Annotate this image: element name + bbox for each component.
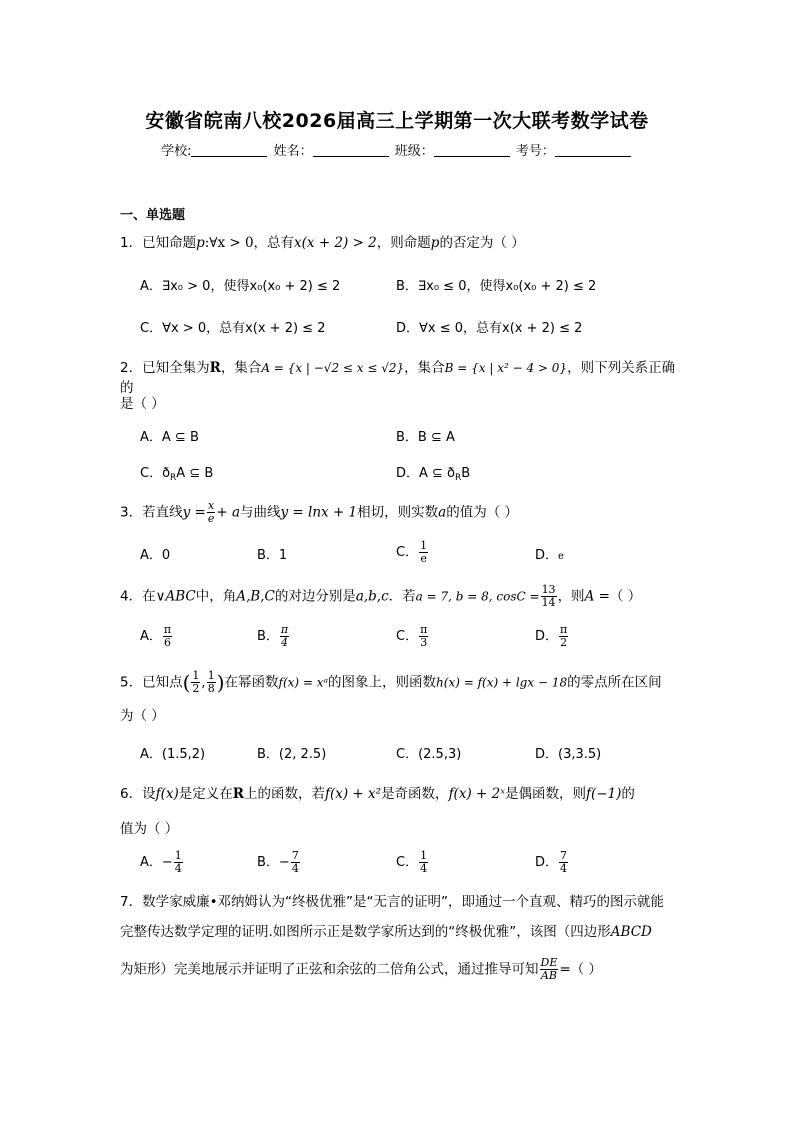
number-blank — [555, 144, 631, 157]
q6-option-a[interactable] — [140, 850, 184, 875]
q3-math: + a — [216, 504, 240, 521]
frac-num: 1 — [192, 669, 200, 682]
q7-math: ABCD — [610, 924, 652, 940]
q1-math: p — [196, 235, 205, 251]
question-5-stem — [120, 670, 680, 695]
question-2-stem-line2: 是（ ） — [120, 396, 165, 412]
q4-option-d[interactable] — [535, 624, 569, 649]
name-label: 姓名： — [273, 144, 313, 159]
q2-text: 2．已知全集为 — [120, 360, 210, 376]
question-6-stem-line2: 值为（ ） — [120, 821, 179, 837]
q5-math: f(x) = xᵃ — [278, 675, 329, 690]
q2-math: A = {x | −√2 ≤ x ≤ √2} — [261, 361, 405, 375]
q1-math: x(x + 2) > 2 — [294, 235, 377, 251]
question-5-stem-line2: 为（ ） — [120, 708, 165, 724]
q3-option-a[interactable]: A．0 — [140, 548, 171, 563]
frac-num: π — [420, 623, 428, 636]
q2-option-d-sub: R — [455, 473, 462, 483]
option-frac — [174, 850, 183, 875]
option-label: B．− — [257, 855, 290, 870]
q1-option-c[interactable]: C．∀x > 0，总有x(x + 2) ≤ 2 — [140, 321, 326, 336]
q2-option-c-sub: R — [170, 473, 177, 483]
q2-option-c[interactable] — [140, 462, 213, 483]
q1-math: :∀x > 0，总有 — [204, 235, 295, 251]
section-title: 一、单选题 — [120, 208, 186, 223]
q6-math: f(x) + x² — [324, 786, 382, 802]
option-label: D． — [535, 855, 559, 870]
q3-math: a — [438, 504, 447, 521]
frac-den: 4 — [174, 862, 182, 875]
q4-option-b[interactable] — [257, 624, 290, 649]
q6-option-d[interactable] — [535, 850, 569, 875]
q3-fraction — [207, 500, 216, 525]
frac-den: e — [420, 552, 427, 565]
q7-fraction — [540, 957, 559, 982]
class-label: 班级： — [394, 144, 434, 159]
q6-option-c[interactable] — [396, 850, 429, 875]
number-label: 考号： — [515, 144, 555, 159]
student-info-line — [0, 140, 794, 159]
q1-text: 的否定为（ ） — [439, 235, 525, 251]
q3-frac-den: e — [207, 512, 215, 525]
q4-option-c[interactable] — [396, 624, 429, 649]
q1-option-d[interactable]: D．∀x ≤ 0，总有x(x + 2) ≤ 2 — [396, 321, 583, 336]
q3-frac-num: x — [207, 499, 215, 512]
q3-option-c-frac — [419, 540, 428, 565]
q2-text: ，则下列关系正确的 — [120, 360, 676, 396]
q2-option-b[interactable]: B．B ⊆ A — [396, 430, 455, 445]
q5-option-a[interactable]: A．(1.5,2) — [140, 747, 206, 762]
frac-num: 7 — [560, 849, 568, 862]
q4-text: ，则 — [557, 588, 585, 605]
q7-text: 为矩形）完美地展示并证明了正弦和余弦的二倍角公式，通过推导可知 — [120, 961, 539, 978]
question-3-stem — [120, 500, 680, 525]
q3-option-b[interactable]: B．1 — [257, 548, 288, 563]
option-frac — [559, 624, 568, 649]
frac-den: 4 — [291, 862, 299, 875]
q5-point-x — [191, 670, 200, 695]
option-label: D． — [535, 629, 559, 644]
question-2-stem — [120, 358, 680, 398]
q5-option-d[interactable]: D．(3,3.5) — [535, 747, 602, 762]
q6-math: f(x) + 2ˣ — [448, 786, 505, 802]
frac-den: 4 — [281, 636, 289, 649]
q5-text: 在幂函数 — [224, 674, 279, 691]
q3-option-d[interactable] — [535, 544, 564, 563]
school-label: 学校: — [161, 144, 192, 159]
q4-math: ABC — [165, 588, 196, 605]
q6-math: f(−1) — [585, 786, 622, 802]
frac-num: π — [560, 623, 568, 636]
frac-num: 1 — [174, 849, 182, 862]
question-7-stem-line2 — [120, 922, 680, 942]
frac-den: 6 — [164, 636, 172, 649]
q3-text: 的值为（ ） — [446, 504, 518, 521]
frac-den: 8 — [207, 682, 215, 695]
frac-den: 14 — [541, 596, 556, 609]
q4-math: a = 7, b = 8, cosC = — [415, 589, 540, 604]
q4-math: A,B,C — [236, 588, 275, 605]
q3-text: 相切，则实数 — [357, 504, 439, 521]
frac-num: DE — [540, 956, 558, 969]
q2-math: R — [209, 360, 221, 376]
q2-text: ，集合 — [404, 360, 445, 376]
q4-text: ．若 — [388, 588, 416, 605]
name-blank — [313, 144, 389, 157]
q3-option-d-label: D． — [535, 548, 559, 563]
q6-math: R — [232, 786, 244, 802]
q6-math: f(x) — [155, 786, 179, 802]
option-label: C． — [396, 629, 419, 644]
q4-text: （ ） — [609, 588, 642, 605]
q6-text: 的 — [621, 786, 635, 802]
q2-option-d-text: D．A ⊆ ð — [396, 466, 456, 481]
q5-paren-close: ) — [216, 670, 225, 695]
q2-option-d[interactable] — [396, 462, 470, 483]
q4-fraction — [541, 584, 557, 609]
question-1-stem — [120, 233, 680, 253]
frac-den: 4 — [420, 862, 428, 875]
option-frac — [280, 624, 289, 649]
q1-text: 1．已知命题 — [120, 235, 197, 251]
q2-text: ，集合 — [220, 360, 262, 376]
q4-text: 中，角 — [195, 588, 237, 605]
q5-option-b[interactable]: B．(2, 2.5) — [257, 747, 327, 762]
q3-option-c-label: C． — [396, 545, 419, 560]
q6-text: 6．设 — [120, 786, 156, 802]
q6-text: 上的函数，若 — [243, 786, 325, 802]
q4-math: a,b,c — [355, 588, 389, 605]
option-frac — [163, 624, 172, 649]
frac-num: 1 — [207, 669, 215, 682]
q7-text: =（ ） — [559, 961, 602, 978]
frac-num: 13 — [541, 583, 556, 596]
q6-text: 是定义在 — [178, 786, 233, 802]
q5-option-c[interactable]: C．(2.5,3) — [396, 747, 462, 762]
q6-text: 是偶函数，则 — [504, 786, 586, 802]
question-7-stem-line1: 7．数学家威廉•邓纳姆认为“终极优雅”是“无言的证明”，即通过一个直观、精巧的图示就能 — [120, 894, 665, 910]
q2-option-c-text: C．ð — [140, 466, 171, 481]
q3-math: y = lnx + 1 — [280, 504, 358, 521]
q3-option-d-val: e — [558, 551, 564, 562]
frac-num: 7 — [291, 849, 299, 862]
q3-option-c[interactable] — [396, 540, 429, 565]
frac-num: 1 — [420, 849, 428, 862]
q4-text: 的对边分别是 — [274, 588, 356, 605]
q1-math: p — [430, 235, 440, 251]
q5-text: 5．已知点 — [120, 674, 183, 691]
question-4-stem — [120, 584, 680, 609]
frac-num: π — [163, 623, 172, 636]
option-label: A．− — [140, 855, 173, 870]
q5-point-y — [207, 670, 216, 695]
option-frac — [419, 624, 428, 649]
q1-option-b[interactable]: B．∃x₀ ≤ 0，使得x₀(x₀ + 2) ≤ 2 — [396, 279, 597, 294]
q5-comma: , — [201, 674, 206, 691]
option-label: A． — [140, 629, 162, 644]
frac-den: AB — [540, 969, 557, 982]
exam-title: 安徽省皖南八校2026届高三上学期第一次大联考数学试卷 — [145, 110, 649, 132]
q2-option-a[interactable]: A．A ⊆ B — [140, 430, 199, 445]
option-frac — [291, 850, 300, 875]
school-blank — [191, 144, 267, 157]
frac-den: 4 — [560, 862, 568, 875]
q2-math: B = {x | x² − 4 > 0} — [444, 361, 568, 375]
option-frac — [419, 850, 428, 875]
frac-num: 1 — [420, 539, 428, 552]
q1-option-a[interactable]: A．∃x₀ > 0，使得x₀(x₀ + 2) ≤ 2 — [140, 279, 341, 294]
q1-text: ，则命题 — [376, 235, 431, 251]
q4-text: 4．在∨ — [120, 588, 166, 605]
q5-paren-open: ( — [182, 670, 191, 695]
frac-den: 2 — [192, 682, 200, 695]
q3-text: 与曲线 — [240, 504, 281, 521]
option-label: B． — [257, 629, 279, 644]
frac-den: 2 — [560, 636, 568, 649]
question-6-stem — [120, 784, 680, 804]
q2-option-c-tail: A ⊆ B — [176, 466, 214, 481]
q6-option-b[interactable] — [257, 850, 301, 875]
option-frac — [559, 850, 568, 875]
option-label: C． — [396, 855, 419, 870]
frac-num: π — [280, 623, 289, 636]
q5-text: 的零点所在区间 — [567, 674, 662, 691]
q4-math: A = — [584, 588, 610, 605]
q3-math: y = — [182, 504, 206, 521]
q7-text: 完整传达数学定理的证明.如图所示正是数学家所达到的“终极优雅”，该图（四边形 — [120, 924, 611, 940]
q3-text: 3．若直线 — [120, 504, 183, 521]
frac-den: 3 — [420, 636, 428, 649]
q5-text: 的图象上，则函数 — [328, 674, 437, 691]
question-7-stem-line3 — [120, 957, 680, 982]
q6-text: 是奇函数， — [381, 786, 449, 802]
q4-option-a[interactable] — [140, 624, 173, 649]
q2-option-d-tail: B — [461, 466, 471, 481]
class-blank — [434, 144, 510, 157]
q5-math: h(x) = f(x) + lgx − 18 — [436, 675, 568, 690]
